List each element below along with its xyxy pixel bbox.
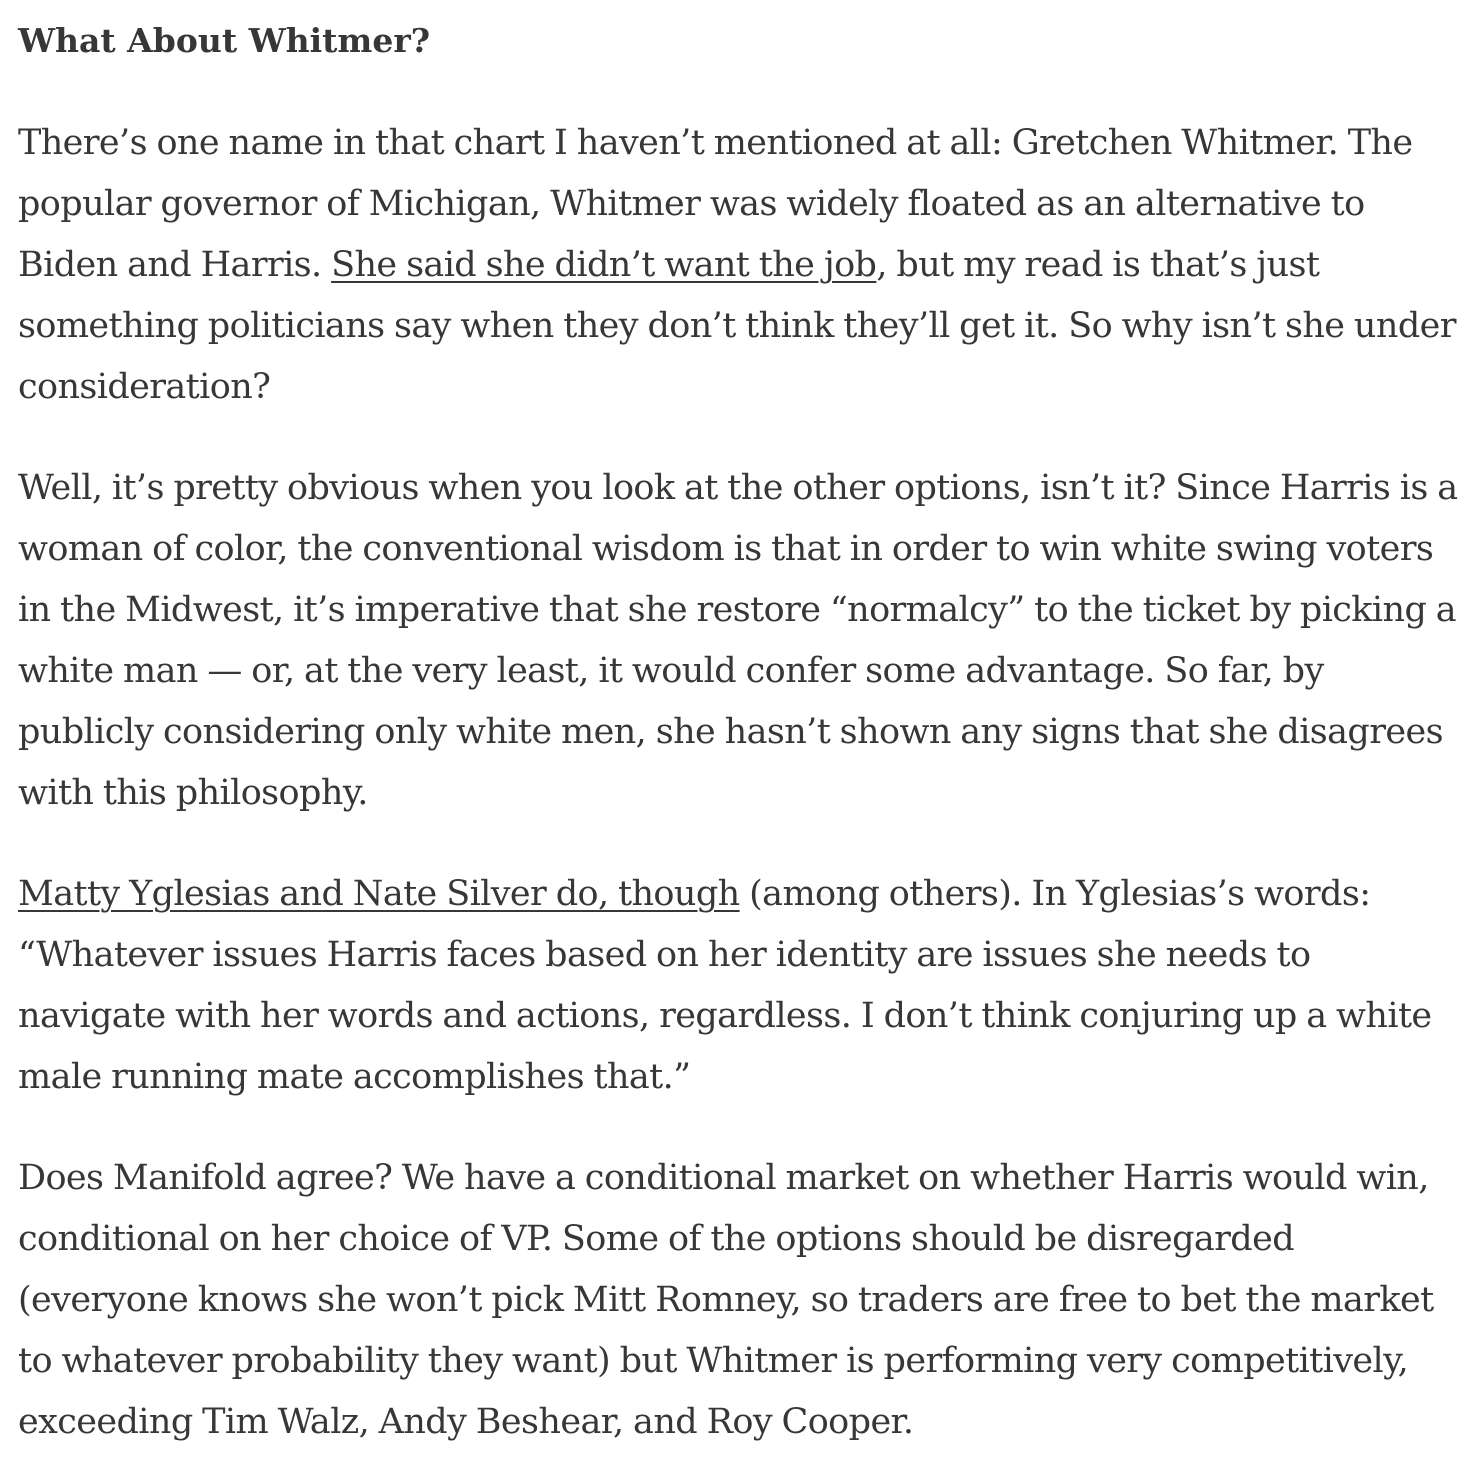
section-heading: What About Whitmer?: [18, 21, 431, 60]
paragraph-4-text: Does Manifold agree? We have a conditional market on whether Harris would win, conditional on her choice of VP. Some of the options should be disregarded (everyone knows she won’t pick Mitt Romney, so traders are free to bet the market to whatever probability they want) but Whitmer is performing very competitively, exceeding Tim Walz, Andy Beshear, and Roy Cooper.: [18, 1158, 1434, 1442]
paragraph-3: [18, 864, 1458, 1108]
paragraph-1-text-after: , but my read is that’s just something politicians say when they don’t think they’ll get it. So why isn’t she under consideration?: [18, 245, 1456, 407]
yglesias-silver-link[interactable]: Matty Yglesias and Nate Silver do, though: [18, 874, 740, 914]
paragraph-2: [18, 458, 1458, 824]
paragraph-3-text-after: (among others). In Yglesias’s words: “Whatever issues Harris faces based on her identity are issues she needs to navigate with her words and actions, regardless. I don’t think conjuring up a white male running mate accomplishes that.”: [18, 874, 1432, 1097]
paragraph-2-text: Well, it’s pretty obvious when you look at the other options, isn’t it? Since Harris is a woman of color, the conventional wisdom is that in order to win white swing voters in the Midwest, it’s imperative that she restore “normalcy” to the ticket by picking a white man — or, at the very least, it would confer some advantage. So far, by publicly considering only white men, she hasn’t shown any signs that she disagrees with this philosophy.: [18, 468, 1458, 813]
paragraph-1: [18, 113, 1458, 418]
paragraph-1-text-before: There’s one name in that chart I haven’t mentioned at all: Gretchen Whitmer. The popular governor of Michigan, Whitmer was widely floated as an alternative to Biden and Harris.: [18, 123, 1413, 285]
paragraph-4: [18, 1148, 1458, 1453]
whitmer-job-link[interactable]: She said she didn’t want the job: [331, 245, 877, 285]
